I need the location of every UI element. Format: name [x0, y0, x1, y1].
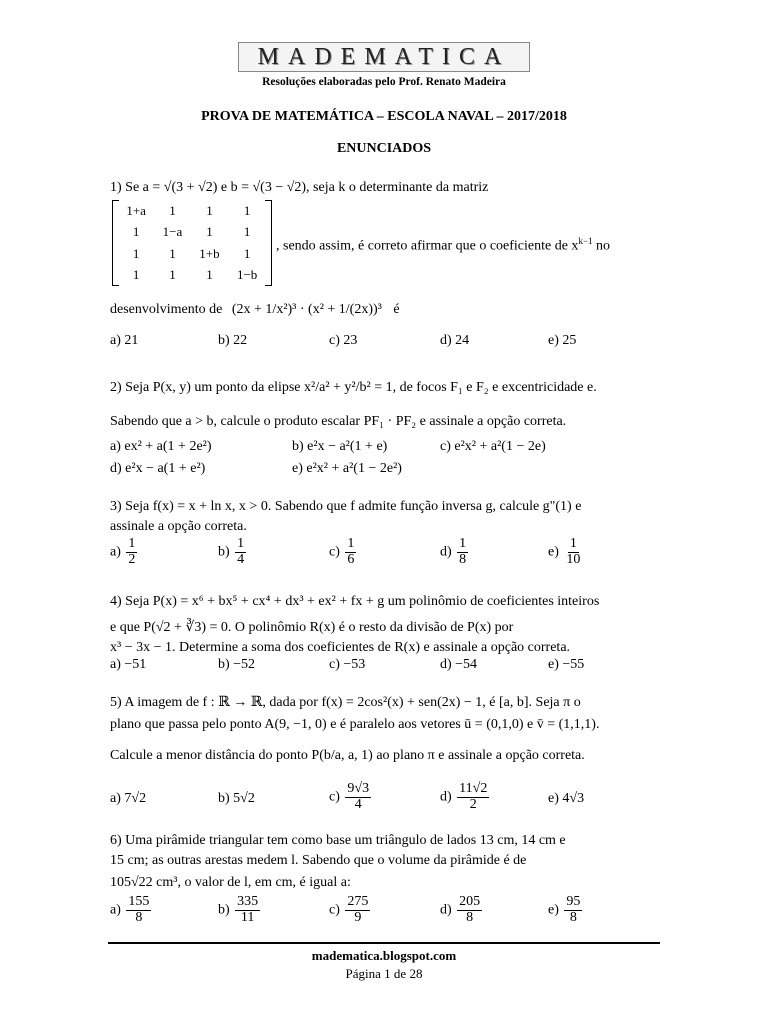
q3-option-c: c) $\frac{1}{6}$ [329, 536, 355, 567]
q5-option-a: a) 7√2 [110, 791, 147, 806]
matrix-cell: 1+b [199, 245, 220, 261]
q1-expression: (2x + 1/x²)³ · (x² + 1/(2x))³ [231, 302, 382, 317]
q5-statement-line2: plano que passa pelo ponto A(9, −1, 0) e é paralelo aos vetores ū = (0,1,0) e v̄ = (1,1,1). [110, 717, 600, 732]
q2-option-d: d) e²x − a(1 + e²) [110, 461, 206, 476]
q6-option-c: c) $\frac{275}{9}$ [329, 894, 369, 925]
q6-option-b: b) $\frac{335}{11}$ [218, 894, 259, 925]
matrix-cell: 1 [206, 202, 213, 218]
q5-option-e: e) 4√3 [548, 791, 585, 806]
footer-site: madematica.blogspot.com [311, 948, 457, 963]
q1-option-b: b) 22 [218, 333, 248, 348]
matrix-cell: 1−b [236, 267, 258, 283]
q1-option-a: a) 21 [110, 333, 139, 348]
q5-statement-line1: 5) A imagem de f : ℝ → ℝ, dada por f(x) = 2cos²(x) + sen(2x) − 1, é [a, b]. Seja π o [110, 695, 581, 710]
matrix-cell: 1 [132, 224, 140, 240]
author-credit: Resoluções elaboradas pelo Prof. Renato Madeira [262, 76, 506, 88]
q4-option-d: d) −54 [440, 657, 478, 672]
q5-option-c: c) $\frac{9√3}{4}$ [329, 781, 370, 812]
matrix-cell: 1−a [162, 224, 183, 240]
q4-option-b: b) −52 [218, 657, 256, 672]
matrix-cell: 1+a [126, 202, 146, 218]
q2-statement-line2: Sabendo que a > b, calcule o produto escalar PF₁ · PF₂ e assinale a opção correta. [110, 414, 567, 429]
matrix-cell: 1 [206, 224, 213, 240]
q3-statement-line2: assinale a opção correta. [110, 519, 247, 534]
matrix-cell: 1 [169, 245, 176, 261]
q6-option-a: a) $\frac{155}{8}$ [110, 894, 150, 925]
q1-statement-line2: , sendo assim, é correto afirmar que o coeficiente de $x^{k-1}$ no [276, 236, 611, 254]
q1-option-d: d) 24 [440, 333, 470, 348]
matrix-cell: 1 [243, 202, 251, 218]
q3-option-b: b) $\frac{1}{4}$ [218, 536, 245, 567]
q2-option-c: c) e²x² + a²(1 − 2e) [440, 439, 546, 454]
exam-title: PROVA DE MATEMÁTICA – ESCOLA NAVAL – 2017/2018 [201, 109, 567, 124]
q1-statement-line3: desenvolvimento de (2x + 1/x²)³ · (x² + 1/(2x))³ é [110, 302, 400, 317]
q4-option-e: e) −55 [548, 657, 585, 672]
q4-option-c: c) −53 [329, 657, 366, 672]
q2-option-a: a) ex² + a(1 + 2e²) [110, 439, 212, 454]
q3-statement-line1: 3) Seja f(x) = x + ln x, x > 0. Sabendo que f admite função inversa g, calcule g"(1) e [110, 499, 582, 514]
q6-statement-line1: 6) Uma pirâmide triangular tem como base um triângulo de lados 13 cm, 14 cm e [110, 833, 566, 848]
q2-option-b: b) e²x − a²(1 + e) [292, 439, 388, 454]
section-title: ENUNCIADOS [336, 141, 432, 156]
matrix-cell: 1 [169, 202, 176, 218]
q5-option-d: d) $\frac{11√2}{2}$ [440, 781, 488, 812]
q3-option-d: d) $\frac{1}{8}$ [440, 536, 467, 567]
q3-option-e: e) $\frac{1}{10}$ [548, 536, 581, 567]
matrix-cell: 1 [132, 245, 140, 261]
q1-matrix [112, 200, 272, 286]
q6-option-d: d) $\frac{205}{8}$ [440, 894, 481, 925]
q6-statement-line3: 105√22 cm³, o valor de l, em cm, é igual a: [110, 875, 351, 890]
matrix-cell: 1 [243, 224, 251, 240]
footer-page-number: Página 1 de 28 [345, 966, 423, 981]
q4-option-a: a) −51 [110, 657, 147, 672]
q3-option-a: a) $\frac{1}{2}$ [110, 536, 136, 567]
footer-divider [108, 942, 660, 944]
q2-option-e: e) e²x² + a²(1 − 2e²) [292, 461, 402, 476]
q5-option-b: b) 5√2 [218, 791, 255, 806]
matrix-cell: 1 [206, 267, 213, 283]
matrix-cell: 1 [169, 267, 176, 283]
q2-statement-line1: 2) Seja P(x, y) um ponto da elipse x²/a² + y²/b² = 1, de focos F₁ e F₂ e excentricidade e. [110, 380, 597, 395]
q1-option-c: c) 23 [329, 333, 358, 348]
mademática-logo: MADEMATICA [238, 42, 530, 72]
q1-statement-line1: 1) Se a = √(3 + √2) e b = √(3 − √2), seja k o determinante da matriz [110, 180, 489, 195]
q4-statement-line1: 4) Seja P(x) = x⁶ + bx⁵ + cx⁴ + dx³ + ex² + fx + g um polinômio de coeficientes inteiros [110, 594, 600, 609]
q6-option-e: e) $\frac{95}{8}$ [548, 894, 581, 925]
matrix-cell: 1 [243, 245, 251, 261]
matrix-cell: 1 [132, 267, 140, 283]
q1-option-e: e) 25 [548, 333, 577, 348]
q4-statement-line3: x³ − 3x − 1. Determine a soma dos coeficientes de R(x) e assinale a opção correta. [110, 640, 571, 655]
q5-statement-line3: Calcule a menor distância do ponto P(b/a, a, 1) ao plano π e assinale a opção correta. [110, 748, 585, 763]
q4-statement-line2: e que P(√2 + ∛3) = 0. O polinômio R(x) é o resto da divisão de P(x) por [110, 620, 514, 635]
q6-statement-line2: 15 cm; as outras arestas medem l. Sabendo que o volume da pirâmide é de [110, 853, 527, 868]
